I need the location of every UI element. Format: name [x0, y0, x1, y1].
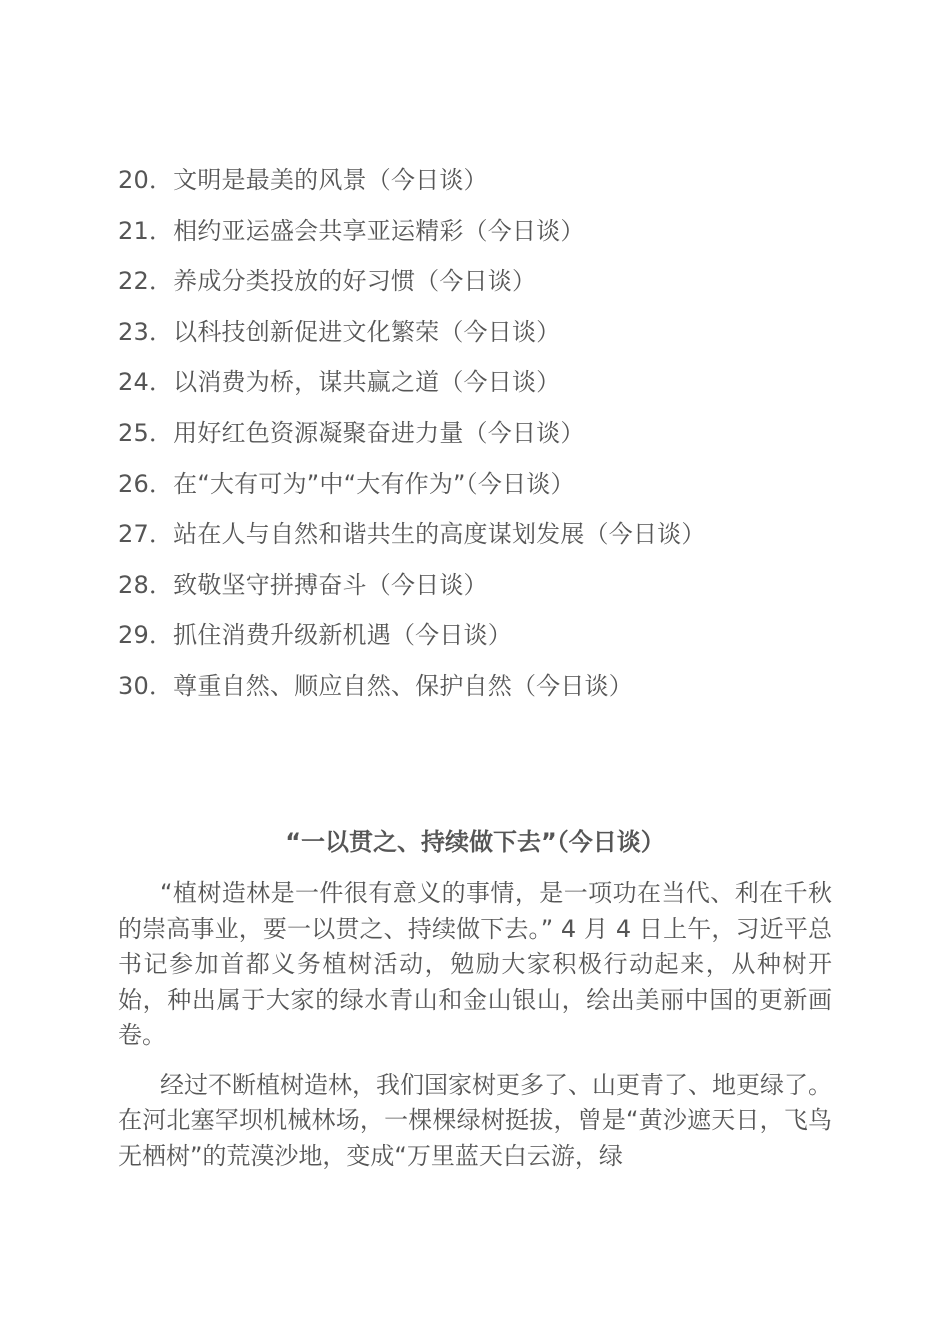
article-paragraph: “植树造林是一件很有意义的事情，是一项功在当代、利在千秋的崇高事业，要一以贯之、持续做下去。” 4 月 4 日上午，习近平总书记参加首都义务植树活动，勉励大家积极行动起来，从种树开始，种出属于大家的绿水青山和金山银山，绘出美丽中国的更新画卷。 — [118, 879, 832, 1049]
toc-item-28: 28．致敬坚守拼搏奋斗（今日谈） — [118, 570, 488, 599]
toc-item-26: 26．在“大有可为”中“大有作为”（今日谈） — [118, 469, 575, 498]
toc-item-29: 29．抓住消费升级新机遇（今日谈） — [118, 621, 512, 650]
table-of-contents — [118, 160, 706, 717]
toc-item-21: 21．相约亚运盛会共享亚运精彩（今日谈） — [118, 216, 585, 245]
toc-item-20: 20．文明是最美的风景（今日谈） — [118, 166, 488, 194]
toc-item-25: 25．用好红色资源凝聚奋进力量（今日谈） — [118, 418, 585, 447]
toc-item-24: 24．以消费为桥，谋共赢之道（今日谈） — [118, 368, 561, 397]
article-title: “一以贯之、持续做下去”（今日谈） — [285, 828, 665, 856]
article-body — [118, 876, 832, 1188]
toc-item-27: 27．站在人与自然和谐共生的高度谋划发展（今日谈） — [118, 520, 706, 549]
article-paragraph: 经过不断植树造林，我们国家树更多了、山更青了、地更绿了。在河北塞罕坝机械林场，一棵棵绿树挺拔，曾是“黄沙遮天日，飞鸟无栖树”的荒漠沙地，变成“万里蓝天白云游，绿 — [118, 1070, 832, 1170]
toc-item-22: 22．养成分类投放的好习惯（今日谈） — [118, 267, 537, 296]
toc-item-23: 23．以科技创新促进文化繁荣（今日谈） — [118, 317, 561, 346]
toc-item-30: 30．尊重自然、顺应自然、保护自然（今日谈） — [118, 671, 633, 700]
